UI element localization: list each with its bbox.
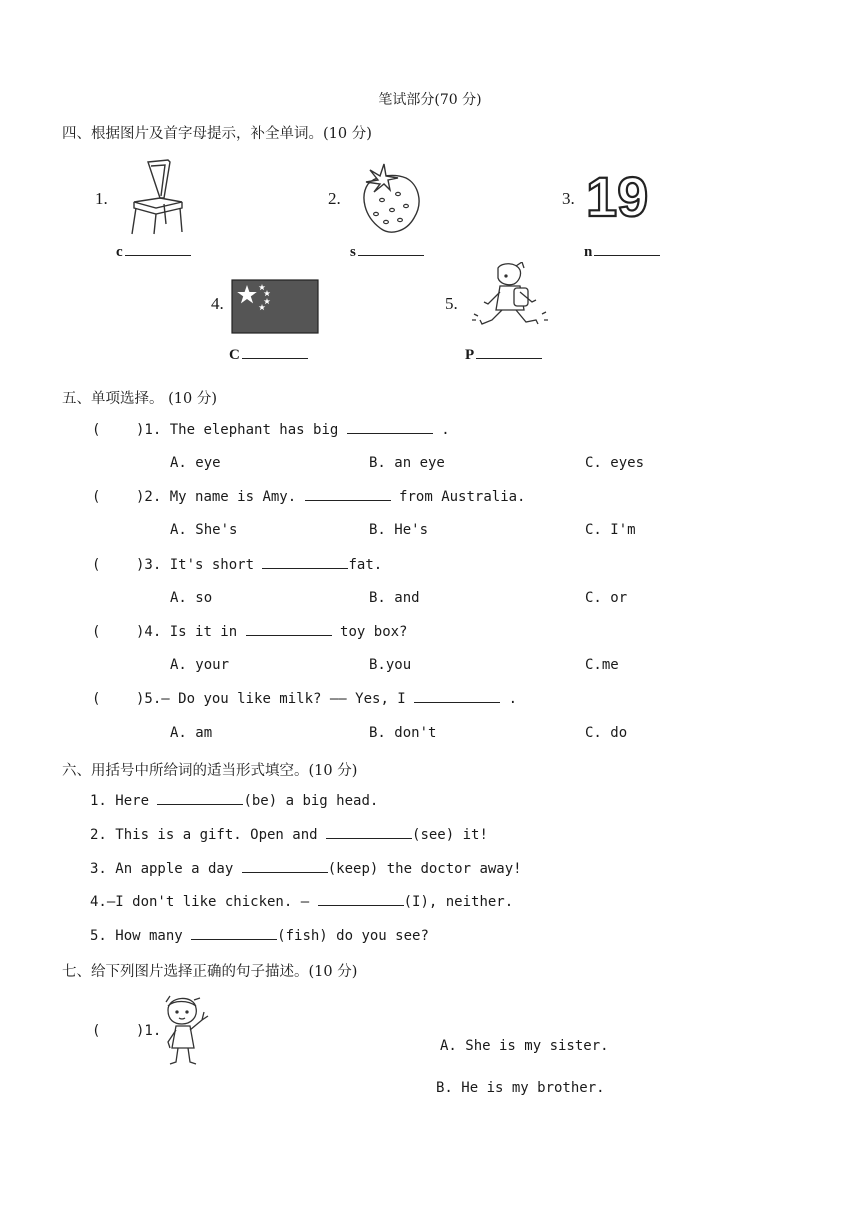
answer-paren[interactable]: ( <box>92 489 101 505</box>
s5-q5-option-b[interactable]: B. don't <box>369 725 437 741</box>
s7-option-a[interactable]: A. She is my sister. <box>440 1038 609 1054</box>
item2-number: 2. <box>328 189 341 208</box>
s5-q2-option-b[interactable]: B. He's <box>369 522 429 538</box>
fill-blank[interactable] <box>347 421 433 434</box>
item3-blank[interactable] <box>594 255 660 256</box>
fill-blank[interactable] <box>305 488 391 501</box>
s6-item3: 3. An apple a day (keep) the doctor away! <box>90 861 522 877</box>
fill-blank[interactable] <box>191 927 277 940</box>
fill-blank[interactable] <box>318 893 404 906</box>
s5-q2: ( )2. My name is Amy. from Australia. <box>92 489 526 505</box>
running-girl-icon <box>470 262 554 340</box>
number-nineteen-icon <box>584 168 664 224</box>
fill-blank[interactable] <box>262 556 348 569</box>
s5-q4: ( )4. Is it in toy box? <box>92 624 408 640</box>
item5-answer <box>465 346 542 364</box>
item5-number: 5. <box>445 294 458 313</box>
item1-number: 1. <box>95 189 108 208</box>
s7-q1: ( )1. <box>92 1023 162 1039</box>
answer-paren[interactable]: ( <box>92 557 101 573</box>
s5-q3-option-a[interactable]: A. so <box>170 590 213 606</box>
page-title: 笔试部分(70 分) <box>378 92 482 108</box>
s5-q2-option-c[interactable]: C. I'm <box>585 522 636 538</box>
girl-waving-icon <box>158 992 214 1070</box>
s5-q5: ( )5.— Do you like milk? —— Yes, I . <box>92 691 518 707</box>
s6-item5: 5. How many (fish) do you see? <box>90 928 429 944</box>
s5-q3-option-c[interactable]: C. or <box>585 590 628 606</box>
answer-paren[interactable]: ( <box>92 1023 101 1039</box>
item4-number: 4. <box>211 294 224 313</box>
strawberry-icon <box>356 160 426 236</box>
item4-answer <box>229 346 308 364</box>
s5-q1-option-b[interactable]: B. an eye <box>369 455 445 471</box>
section6-heading: 六、用括号中所给词的适当形式填空。(10 分) <box>62 763 358 779</box>
chair-icon <box>124 158 194 236</box>
s5-q3-option-b[interactable]: B. and <box>369 590 420 606</box>
s5-q4-option-a[interactable]: A. your <box>170 657 230 673</box>
s6-item1: 1. Here (be) a big head. <box>90 793 379 809</box>
answer-paren[interactable]: ( <box>92 691 101 707</box>
section5-heading: 五、单项选择。 (10 分) <box>62 391 217 407</box>
s5-q4-option-c[interactable]: C.me <box>585 657 619 673</box>
s5-q3: ( )3. It's short fat. <box>92 557 383 573</box>
section7-heading: 七、给下列图片选择正确的句子描述。(10 分) <box>62 964 358 980</box>
item4-blank[interactable] <box>242 358 308 359</box>
nineteen-text: 19 <box>586 168 649 224</box>
item1-blank[interactable] <box>125 255 191 256</box>
item5-letter: P <box>465 347 475 363</box>
item1-letter: c <box>116 244 123 260</box>
fill-blank[interactable] <box>414 690 500 703</box>
item3-letter: n <box>584 244 593 260</box>
s5-q2-option-a[interactable]: A. She's <box>170 522 238 538</box>
item3-number: 3. <box>562 189 575 208</box>
item5-blank[interactable] <box>476 358 542 359</box>
s5-q4-option-b[interactable]: B.you <box>369 657 412 673</box>
fill-blank[interactable] <box>246 623 332 636</box>
item2-blank[interactable] <box>358 255 424 256</box>
item4-letter: C <box>229 347 240 363</box>
s6-item4: 4.—I don't like chicken. — (I), neither. <box>90 894 514 910</box>
fill-blank[interactable] <box>157 792 243 805</box>
item2-letter: s <box>350 244 356 260</box>
s5-q5-option-c[interactable]: C. do <box>585 725 628 741</box>
answer-paren[interactable]: ( <box>92 624 101 640</box>
s6-item2: 2. This is a gift. Open and (see) it! <box>90 827 488 843</box>
item2-answer <box>350 243 424 261</box>
s5-q1: ( )1. The elephant has big . <box>92 422 450 438</box>
item3-answer <box>584 243 660 261</box>
s7-option-b[interactable]: B. He is my brother. <box>436 1080 605 1096</box>
s5-q1-option-a[interactable]: A. eye <box>170 455 221 471</box>
china-flag-icon <box>231 279 319 335</box>
fill-blank[interactable] <box>326 826 412 839</box>
s5-q5-option-a[interactable]: A. am <box>170 725 213 741</box>
item1-answer <box>116 243 191 261</box>
fill-blank[interactable] <box>242 860 328 873</box>
answer-paren[interactable]: ( <box>92 422 101 438</box>
s5-q1-option-c[interactable]: C. eyes <box>585 455 645 471</box>
section4-heading: 四、根据图片及首字母提示，补全单词。(10 分) <box>62 126 372 142</box>
